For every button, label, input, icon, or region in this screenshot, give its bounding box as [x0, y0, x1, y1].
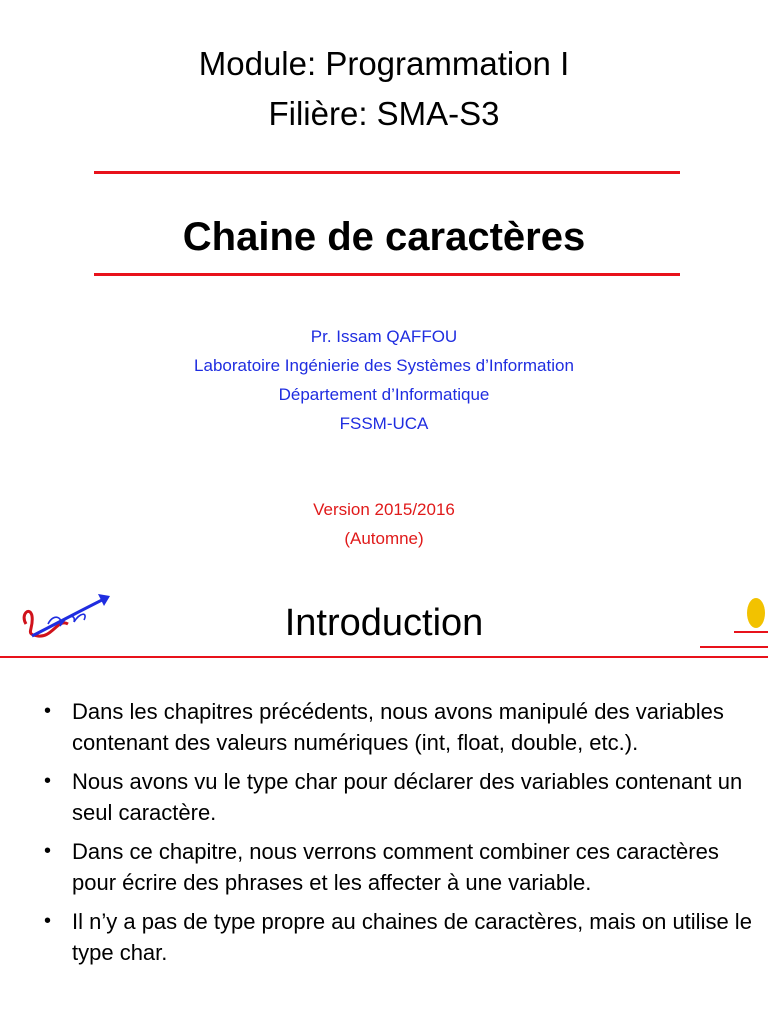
bullet-item — [40, 906, 760, 968]
bullet-text: Dans ce chapitre, nous verrons comment combiner ces caractères pour écrire des phrases et les affecter à une variable. — [72, 839, 719, 895]
header-rule — [0, 656, 768, 658]
bullet-icon: • — [44, 840, 52, 862]
bullet-item — [40, 766, 760, 828]
bullet-text: Il n’y a pas de type propre au chaines de caractères, mais on utilise le type char. — [72, 909, 752, 965]
author-name: Pr. Issam QAFFOU — [310, 327, 458, 346]
module-line: Module: Programmation I — [198, 45, 570, 82]
yellow-circle-decoration-icon — [700, 590, 768, 650]
bullet-item — [40, 696, 760, 758]
slide-title: Introduction — [284, 602, 484, 644]
top-rule — [94, 171, 680, 174]
bullet-text: Nous avons vu le type char pour déclarer des variables contenant un seul caractère. — [72, 769, 743, 825]
bullet-icon: • — [44, 910, 52, 932]
bottom-rule — [94, 273, 680, 276]
page-title: Chaine de caractères — [182, 215, 586, 259]
laboratory-name: Laboratoire Ingénierie des Systèmes d’Information — [194, 356, 574, 375]
department-name: Département d’Informatique — [278, 385, 490, 404]
version-block — [0, 495, 768, 553]
bullet-item — [40, 836, 760, 898]
bullet-icon: • — [44, 700, 52, 722]
season-label: (Automne) — [344, 529, 424, 548]
introduction-slide — [0, 570, 768, 1024]
institution-name: FSSM-UCA — [339, 414, 429, 433]
filiere-line: Filière: SMA-S3 — [268, 95, 500, 132]
bullet-text: Dans les chapitres précédents, nous avons manipulé des variables contenant des valeurs numériques (int, float, double, etc.). — [72, 699, 724, 755]
version-label: Version 2015/2016 — [313, 500, 455, 519]
author-block — [0, 322, 768, 438]
bullet-list — [40, 696, 760, 976]
bullet-icon: • — [44, 770, 52, 792]
